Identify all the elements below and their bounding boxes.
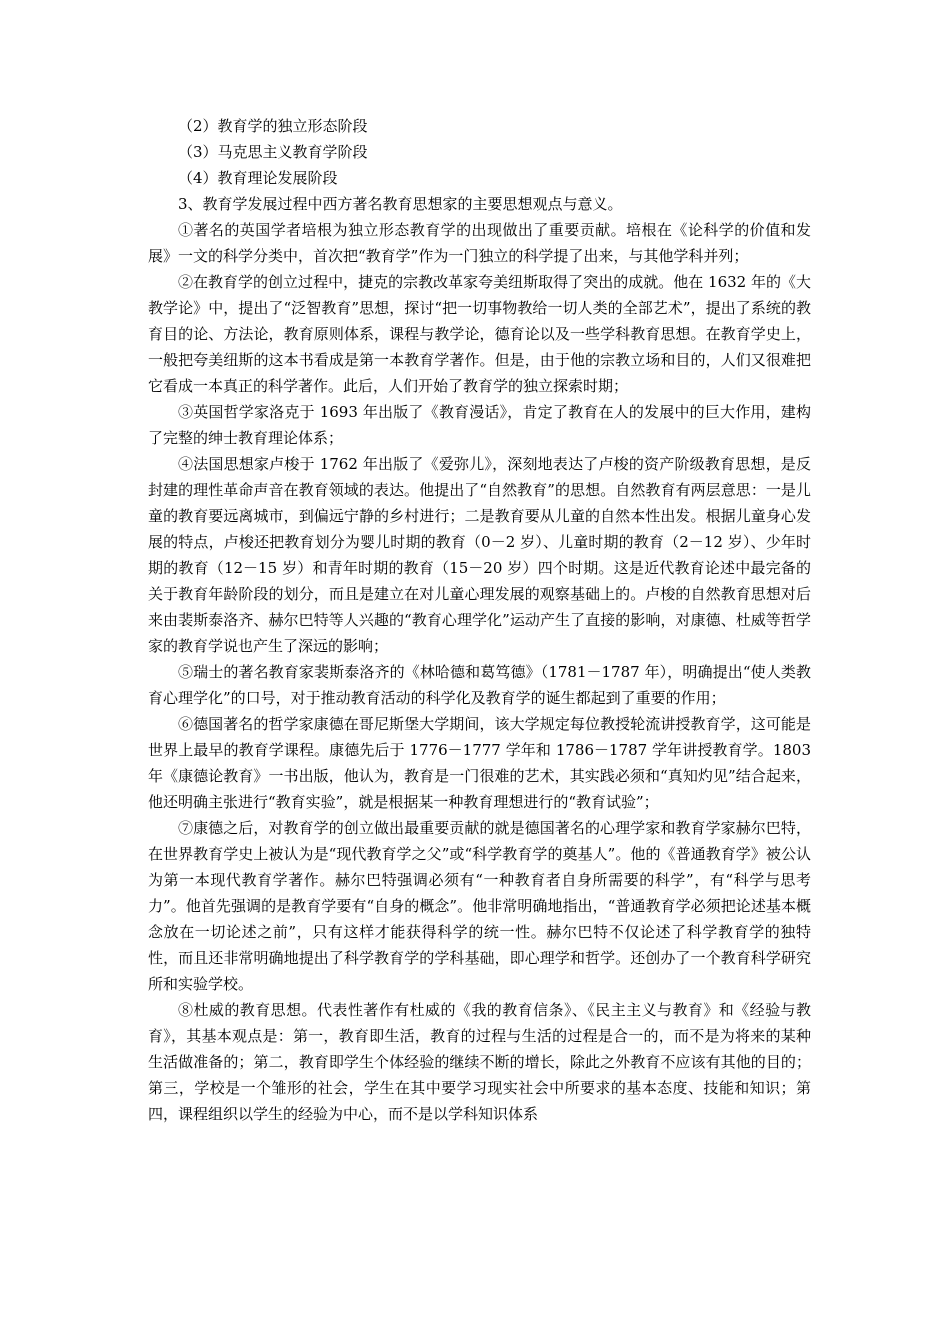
paragraph-herbart: ⑦康德之后，对教育学的创立做出最重要贡献的就是德国著名的心理学家和教育学家赫尔巴特，在世界教育学史上被认为是“现代教育学之父”或“科学教育学的奠基人”。他的《普通教育学》被公认为第一本现代教育学著作。赫尔巴特强调必须有“一种教育者自身所需要的科学”，有“科学与思考力”。他首先强调的是教育学要有“自身的概念”。他非常明确地指出，“普通教育学必须把论述基本概念放在一切论述之前”，只有这样才能获得科学的统一性。赫尔巴特不仅论述了科学教育学的独特性，而且还非常明确地提出了科学教育学的学科基础，即心理学和哲学。还创办了一个教育科学研究所和实验学校。 xyxy=(148,819,811,993)
paragraph-dewey: ⑧杜威的教育思想。代表性著作有杜威的《我的教育信条》、《民主主义与教育》和《经验与教育》，其基本观点是：第一，教育即生活，教育的过程与生活的过程是合一的，而不是为将来的某种生活做准备的；第二，教育即学生个体经验的继续不断的增长，除此之外教育不应该有其他的目的；第三，学校是一个雏形的社会，学生在其中要学习现实社会中所要求的基本态度、技能和知识；第四，课程组织以学生的经验为中心，而不是以学科知识体系 xyxy=(148,1001,811,1123)
list-item: （4）教育理论发展阶段 xyxy=(178,169,338,187)
paragraph-locke: ③英国哲学家洛克于 1693 年出版了《教育漫话》，肯定了教育在人的发展中的巨大作用，建构了完整的绅士教育理论体系； xyxy=(148,403,811,447)
section-heading: 3、教育学发展过程中西方著名教育思想家的主要思想观点与意义。 xyxy=(178,195,623,213)
paragraph-kant: ⑥德国著名的哲学家康德在哥尼斯堡大学期间，该大学规定每位教授轮流讲授教育学，这可能是世界上最早的教育学课程。康德先后于 1776－1777 学年和 1786－1787 学年讲授教育学。1803 年《康德论教育》一书出版，他认为，教育是一门很难的艺术，其实践必须和“真知灼见”结合起来，他还明确主张进行“教育实验”，就是根据某一种教育理想进行的“教育试验”； xyxy=(148,715,811,811)
paragraph-comenius: ②在教育学的创立过程中，捷克的宗教改革家夸美纽斯取得了突出的成就。他在 1632 年的《大教学论》中，提出了“泛智教育”思想，探讨“把一切事物教给一切人类的全部艺术”，提出了系统的教育目的论、方法论，教育原则体系，课程与教学论，德育论以及一些学科教育思想。在教育学史上，一般把夸美纽斯的这本书看成是第一本教育学著作。但是，由于他的宗教立场和目的，人们又很难把它看成一本真正的科学著作。此后，人们开始了教育学的独立探索时期； xyxy=(148,273,811,395)
list-item: （2）教育学的独立形态阶段 xyxy=(178,117,368,135)
document-body xyxy=(148,113,811,1127)
list-item: （3）马克思主义教育学阶段 xyxy=(178,143,368,161)
paragraph-bacon: ①著名的英国学者培根为独立形态教育学的出现做出了重要贡献。培根在《论科学的价值和发展》一文的科学分类中，首次把“教育学”作为一门独立的科学提了出来，与其他学科并列； xyxy=(148,221,811,265)
paragraph-rousseau: ④法国思想家卢梭于 1762 年出版了《爱弥儿》，深刻地表达了卢梭的资产阶级教育思想，是反封建的理性革命声音在教育领域的表达。他提出了“自然教育”的思想。自然教育有两层意思：一是儿童的教育要远离城市，到偏远宁静的乡村进行；二是教育要从儿童的自然本性出发。根据儿童身心发展的特点，卢梭还把教育划分为婴儿时期的教育（0－2 岁）、儿童时期的教育（2－12 岁）、少年时期的教育（12－15 岁）和青年时期的教育（15－20 岁）四个时期。这是近代教育论述中最完备的关于教育年龄阶段的划分，而且是建立在对儿童心理发展的观察基础上的。卢梭的自然教育思想对后来由裴斯泰洛齐、赫尔巴特等人兴趣的“教育心理学化”运动产生了直接的影响，对康德、杜威等哲学家的教育学说也产生了深远的影响； xyxy=(148,455,811,655)
paragraph-pestalozzi: ⑤瑞士的著名教育家裴斯泰洛齐的《林哈德和葛笃德》（1781－1787 年），明确提出“使人类教育心理学化”的口号，对于推动教育活动的科学化及教育学的诞生都起到了重要的作用； xyxy=(148,663,811,707)
